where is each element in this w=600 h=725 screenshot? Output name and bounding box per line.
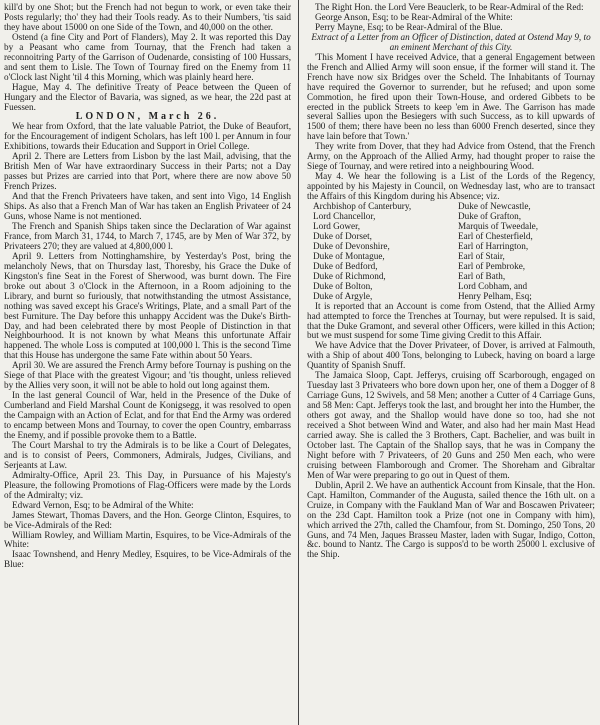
article-paragraph: We hear from Oxford, that the late valuable Patriot, the Duke of Beaufort, for the Encouragement of indigent Scholars, has left 100 l. per Annum in four Exhibitions, towards their Education and Support in Oriel College. — [4, 121, 291, 152]
regency-list — [307, 202, 595, 302]
regent-name: Duke of Grafton, — [458, 211, 522, 222]
article-paragraph: The Jamaica Sloop, Capt. Jefferys, cruising off Scarborough, engaged on Tuesday last 3 Privateers who bore down upon her, one of them a Dogger of 8 Carriage Guns, 12 Swivels, and 58 Men; another a Cutter of 4 Carriage Guns, and 58 Men: Capt. Jefferys took the last, and brought her into the Humber, the others got away, and the Shallop would have done so too, had she not received a Shot between Wind and Water, and also had her main Mast Head carried away. She is called the 3 Brothers, Capt. Bachelier, and was built in October last. The Captain of the Shallop says, that he was in Company the Night before with 7 Privateers, of 20 Guns and 250 Men each, who were cruising between Flamborough and Cromer. The Shoreham and Gibraltar Men of War were preparing to go out in Quest of them. — [307, 370, 595, 480]
article-paragraph: April 2. There are Letters from Lisbon by the last Mail, advising, that the British Men of War have extraordinary Success in their Parts; not a Day passes but Prizes are carried into that Port, where there are now above 50 French Prizes. — [4, 151, 291, 192]
regent-name: Duke of Newcastle, — [458, 201, 531, 212]
regent-name: Earl of Bath, — [458, 270, 506, 281]
regent-name: Duke of Dorset, — [313, 230, 372, 241]
regent-name: Duke of Montague, — [313, 250, 385, 261]
regent-name: Marquis of Tweedale, — [458, 220, 539, 231]
article-paragraph: Ostend (a fine City and Port of Flanders), May 2. It was reported this Day by a Peasant who came from Tournay, that the French had taken a reconnoitring Party of the Garrison of Oudenarde, consisting of 100 Hussars, and sent them to Lisle. The Town of Tournay fired on the Enemy from 11 o'Clock last Night 'til 4 this Morning, which was plainly heard here. — [4, 31, 291, 82]
article-paragraph: Hague, May 4. The definitive Treaty of Peace between the Queen of Hungary and the Elector of Bavaria, was signed, as we hear, the 22d past at Fuessen. — [4, 81, 291, 112]
article-paragraph: April 30. We are assured the French Army before Tournay is pushing on the Siege of that Place with the greatest Vigour; and 'tis thought, unless relieved by the Allies very soon, it will not be able to hold out long against them. — [4, 360, 291, 391]
regent-name: Archbishop of Canterbury, — [313, 201, 412, 212]
right-column — [307, 3, 595, 721]
article-paragraph: In the last general Council of War, held in the Presence of the Duke of Cumberland and Field Marshal Count de Konigsegg, it was resolved to open the Campaign with an Action of Eclat, and for that End the Army was ordered to encamp between Mons and Tournay, to cover the open Country, embarrass the Enemy, and if possible provoke them to a Battle. — [4, 390, 291, 440]
article-paragraph: William Rowley, and William Martin, Esquires, to be Vice-Admirals of the White: — [4, 529, 291, 550]
article-paragraph: April 9. Letters from Nottinghamshire, by Yesterday's Post, bring the melancholy News, that on Thursday last, Thoresby, his Grace the Duke of Kingston's fine Seat in the Forest of Sherwood, was burnt down. The Fire broke out about 3 o'Clock in the Afternoon, in a Room adjoining to the Library, and burnt so furiously, that notwithstanding the utmost Assistance, nothing was saved except his Grace's Writings, Plate, and a small Part of the best Furniture. The Day before this unhappy Accident was the Duke's Birth-Day, and had been celebrated there by most People of Distinction in that Neighbourhood. It is not known by what Means this unfortunate Affair happened. The whole Loss is computed at 100,000 l. This is the second Time that this House has undergone the same Fate within about 50 Years. — [4, 250, 291, 361]
regent-name: Lord Cobham, and — [458, 280, 528, 291]
regent-name: Duke of Richmond, — [313, 270, 386, 281]
extract-title: Extract of a Letter from an Officer of Distinction, dated at Ostend May 9, to an eminent Merchant of this City. — [311, 31, 591, 52]
regent-name: Henry Pelham, Esq; — [458, 290, 532, 301]
article-paragraph: kill'd by one Shot; but the French had not begun to work, or even take their Posts regularly; tho' they had their Tools ready. As to their Numbers, 'tis said they have about 15000 on one Side of the Town, and 40,000 on the other. — [4, 3, 291, 32]
article-paragraph: We have Advice that the Dover Privateer, of Dover, is arrived at Falmouth, with a Ship of about 400 Tons, belonging to Lubeck, having on board a large Quantity of Spanish Snuff. — [307, 340, 595, 371]
regent-name: Earl of Pembroke, — [458, 260, 526, 271]
regent-name: Lord Chancellor, — [313, 211, 376, 222]
article-paragraph: And that the French Privateers have taken, and sent into Vigo, 14 English Ships. As also that a French Man of War has taken an English Privateer of 24 Guns, whose Name is not mentioned. — [4, 191, 291, 222]
article-paragraph: Edward Vernon, Esq; to be Admiral of the White: — [12, 499, 194, 510]
london-dateline-heading: LONDON, March 26. — [75, 111, 220, 123]
article-paragraph: Admiralty-Office, April 23. This Day, in Pursuance of his Majesty's Pleasure, the following Promotions of Flag-Officers were made by the Lords of the Admiralty; viz. — [4, 469, 291, 500]
regent-name: Earl of Harrington, — [458, 240, 529, 251]
article-paragraph: Dublin, April 2. We have an authentick Account from Kinsale, that the Hon. Capt. Hamilton, Commander of the Augusta, sailed thence the 16th ult. on a Cruize, in Company with the Faukland Man of War and Boscawen Privateer; on the 23d Capt. Hamilton took a Prize (not one in Company with him), which arrived the 27th, called the Chamfour, from St. Domingo, 250 Tons, 20 Guns, and 74 Men, Jaques Brasseu Master, laden with Sugar, Indigo, Cotton, &c. bound to Nantz. The Cargo is suppos'd to be worth 25000 l. exclusive of the Ship. — [307, 479, 595, 560]
column-divider — [298, 0, 299, 725]
article-paragraph: It is reported that an Account is come from Ostend, that the Allied Army had attempted to force the Trenches at Tournay, but were repulsed. It is said, that the Duke Gramont, and several other Officers, were killed in this Action; but we must suspend for some Time giving Credit to this Affair. — [307, 300, 595, 341]
regent-name: Lord Gower, — [313, 220, 361, 231]
regent-name: Duke of Bedford, — [313, 260, 378, 271]
regent-name: Duke of Bolton, — [313, 280, 373, 291]
article-paragraph: James Stewart, Thomas Davers, and the Hon. George Clinton, Esquires, to be Vice-Admirals of the Red: — [4, 509, 291, 530]
article-paragraph: The Right Hon. the Lord Vere Beauclerk, to be Rear-Admiral of the Red: — [315, 3, 584, 12]
regent-name: Duke of Devonshire, — [313, 240, 390, 251]
regent-name: Earl of Stair, — [458, 250, 505, 261]
article-paragraph: George Anson, Esq; to be Rear-Admiral of the White: — [315, 11, 513, 22]
left-column — [4, 3, 291, 721]
article-paragraph: The French and Spanish Ships taken since the Declaration of War against France, from March 31, 1744, to March 7, 1745, are by Men of War 372, by Privateers 270; they are valued at 4,800,000 l. — [4, 220, 291, 251]
letter-extract: 'This Moment I have received Advice, that a general Engagement between the French and Allied Army will soon ensue, if the former will stand it. The French have now six Bridges over the Scheld. The Inhabitants of Tournay have required the Governor to surrender, but he refused; and upon some Commotion, he fired upon their Town-House, and ordered Gibbets to be erected in the publick Streets to keep 'em in Awe. The Garrison has made several Sallies upon the Besiegers with such Success, as to kill upwards of 1500 of them; there have been no less than 6000 French deserted, since they have lain before that Town.' — [307, 51, 595, 142]
article-paragraph: Perry Mayne, Esq; to be Rear-Admiral of the Blue. — [315, 21, 503, 32]
regent-name: Duke of Argyle, — [313, 290, 373, 301]
article-paragraph: Isaac Townshend, and Henry Medley, Esquires, to be Vice-Admirals of the Blue: — [4, 549, 291, 570]
article-paragraph: They write from Dover, that they had Advice from Ostend, that the French Army, on the Approach of the Allied Army, had thought proper to raise the Siege of Tournay, and were retired into a neighbouring Wood. — [307, 141, 595, 172]
article-paragraph: The Court Marshal to try the Admirals is to be like a Court of Delegates, and is to consist of Peers, Commoners, Admirals, Judges, Civilians, and Serjeants at Law. — [4, 439, 291, 470]
regent-name: Earl of Chesterfield, — [458, 230, 533, 241]
article-paragraph: May 4. We hear the following is a List of the Lords of the Regency, appointed by his Majesty in Council, on Wednesday last, who are to transact the Affairs of this Kingdom during his Absence; viz. — [307, 171, 595, 202]
